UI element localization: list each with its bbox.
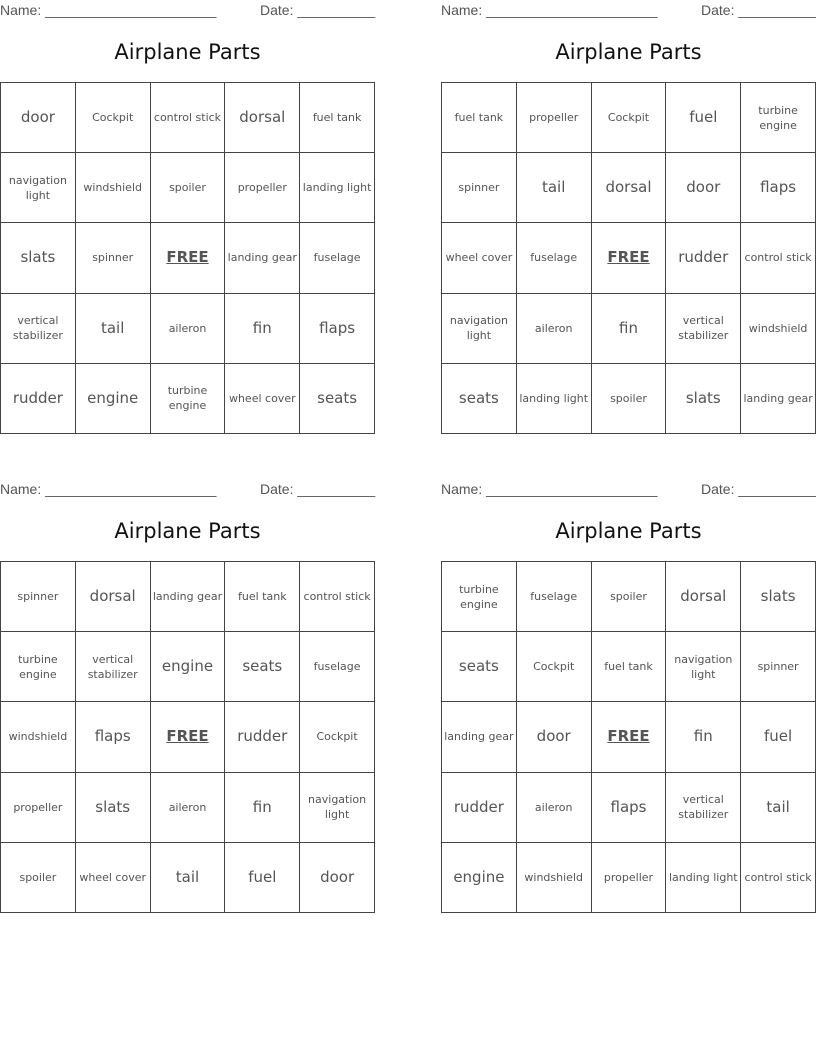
bingo-cell: spoiler [591, 363, 666, 433]
bingo-cell: wheel cover [225, 363, 300, 433]
bingo-cell: fin [225, 772, 300, 842]
grid-row [442, 83, 816, 153]
bingo-cell: navigation light [1, 153, 76, 223]
bingo-cell: seats [442, 632, 517, 702]
bingo-cell: landing light [666, 842, 741, 912]
bingo-cell: fuel [225, 842, 300, 912]
grid-row [442, 223, 816, 293]
bingo-cell: fin [666, 702, 741, 772]
bingo-cell: propeller [591, 842, 666, 912]
free-space: FREE [150, 223, 225, 293]
bingo-cell: rudder [1, 363, 76, 433]
bingo-cell: fuel tank [300, 83, 375, 153]
bingo-cell: spoiler [150, 153, 225, 223]
bingo-cell: windshield [1, 702, 76, 772]
bingo-cell: landing gear [442, 702, 517, 772]
bingo-cell: windshield [741, 293, 816, 363]
bingo-cell: slats [666, 363, 741, 433]
bingo-cell: turbine engine [741, 83, 816, 153]
grid-row [1, 153, 375, 223]
bingo-cell: propeller [516, 83, 591, 153]
bingo-cell: door [516, 702, 591, 772]
bingo-cell: spinner [442, 153, 517, 223]
bingo-cell: wheel cover [442, 223, 517, 293]
grid-row [1, 363, 375, 433]
grid-row [1, 772, 375, 842]
bingo-cell: turbine engine [1, 632, 76, 702]
bingo-cell: fuselage [516, 562, 591, 632]
bingo-cell: aileron [516, 772, 591, 842]
bingo-cell: fuel tank [225, 562, 300, 632]
grid-row [442, 772, 816, 842]
grid-row [442, 702, 816, 772]
name-line: Name: ______________________ [0, 481, 217, 497]
bingo-cell: dorsal [666, 562, 741, 632]
bingo-cell: fin [591, 293, 666, 363]
bingo-grid [441, 561, 816, 913]
free-space: FREE [150, 702, 225, 772]
bingo-cell: aileron [516, 293, 591, 363]
bingo-cell: rudder [666, 223, 741, 293]
bingo-cell: aileron [150, 293, 225, 363]
grid-row [442, 363, 816, 433]
card-title: Airplane Parts [555, 519, 702, 543]
bingo-cell: landing gear [741, 363, 816, 433]
bingo-card-1 [0, 0, 375, 430]
bingo-cell: fin [225, 293, 300, 363]
bingo-cell: propeller [1, 772, 76, 842]
bingo-cell: slats [741, 562, 816, 632]
bingo-cell: turbine engine [442, 562, 517, 632]
bingo-cell: fuselage [300, 223, 375, 293]
grid-row [442, 153, 816, 223]
name-line: Name: ______________________ [441, 481, 658, 497]
bingo-cell: fuel tank [442, 83, 517, 153]
name-date-line [441, 2, 816, 20]
bingo-cell: Cockpit [300, 702, 375, 772]
bingo-grid [0, 82, 375, 434]
bingo-cell: wheel cover [75, 842, 150, 912]
bingo-cell: spinner [741, 632, 816, 702]
card-title: Airplane Parts [555, 40, 702, 64]
bingo-cell: spoiler [1, 842, 76, 912]
grid-row [1, 842, 375, 912]
bingo-cell: Cockpit [75, 83, 150, 153]
bingo-cell: propeller [225, 153, 300, 223]
bingo-cell: spinner [1, 562, 76, 632]
bingo-cell: fuselage [516, 223, 591, 293]
bingo-cell: tail [150, 842, 225, 912]
bingo-cell: door [666, 153, 741, 223]
bingo-cell: door [1, 83, 76, 153]
grid-row [442, 293, 816, 363]
bingo-cell: turbine engine [150, 363, 225, 433]
bingo-cell: landing light [300, 153, 375, 223]
bingo-cell: dorsal [591, 153, 666, 223]
date-line: Date: __________ [701, 2, 816, 18]
bingo-cell: engine [442, 842, 517, 912]
bingo-cell: rudder [442, 772, 517, 842]
bingo-cell: fuel tank [591, 632, 666, 702]
bingo-cell: aileron [150, 772, 225, 842]
bingo-cell: slats [75, 772, 150, 842]
date-line: Date: __________ [260, 2, 376, 18]
bingo-cell: vertical stabilizer [666, 293, 741, 363]
bingo-cell: navigation light [442, 293, 517, 363]
bingo-cell: dorsal [75, 562, 150, 632]
grid-row [1, 293, 375, 363]
bingo-grid [0, 561, 375, 913]
grid-row [442, 842, 816, 912]
grid-row [1, 702, 375, 772]
name-date-line [0, 481, 375, 499]
bingo-cell: control stick [150, 83, 225, 153]
bingo-cell: landing light [516, 363, 591, 433]
bingo-cell: vertical stabilizer [1, 293, 76, 363]
bingo-cell: door [300, 842, 375, 912]
bingo-cell: flaps [300, 293, 375, 363]
bingo-card-2 [441, 0, 816, 430]
date-line: Date: __________ [701, 481, 816, 497]
bingo-cell: vertical stabilizer [666, 772, 741, 842]
bingo-cell: navigation light [300, 772, 375, 842]
grid-row [1, 223, 375, 293]
card-title: Airplane Parts [114, 519, 261, 543]
bingo-cell: flaps [75, 702, 150, 772]
free-space: FREE [591, 702, 666, 772]
bingo-cell: seats [442, 363, 517, 433]
bingo-cell: landing gear [150, 562, 225, 632]
bingo-cell: Cockpit [591, 83, 666, 153]
bingo-cell: spoiler [591, 562, 666, 632]
bingo-cell: control stick [741, 842, 816, 912]
name-date-line [0, 2, 375, 20]
bingo-cell: tail [516, 153, 591, 223]
bingo-cell: seats [225, 632, 300, 702]
bingo-grid [441, 82, 816, 434]
bingo-cell: dorsal [225, 83, 300, 153]
bingo-cell: seats [300, 363, 375, 433]
bingo-cell: rudder [225, 702, 300, 772]
grid-row [1, 632, 375, 702]
bingo-cell: fuselage [300, 632, 375, 702]
free-space: FREE [591, 223, 666, 293]
bingo-cell: vertical stabilizer [75, 632, 150, 702]
bingo-cell: flaps [591, 772, 666, 842]
bingo-cell: fuel [666, 83, 741, 153]
date-line: Date: __________ [260, 481, 376, 497]
bingo-cell: tail [75, 293, 150, 363]
name-date-line [441, 481, 816, 499]
name-line: Name: ______________________ [441, 2, 658, 18]
bingo-card-4 [441, 479, 816, 909]
bingo-card-3 [0, 479, 375, 909]
bingo-cell: Cockpit [516, 632, 591, 702]
bingo-cell: engine [150, 632, 225, 702]
bingo-cell: slats [1, 223, 76, 293]
card-title: Airplane Parts [114, 40, 261, 64]
grid-row [1, 83, 375, 153]
bingo-cell: control stick [741, 223, 816, 293]
grid-row [442, 562, 816, 632]
grid-row [442, 632, 816, 702]
bingo-cell: windshield [75, 153, 150, 223]
bingo-cell: fuel [741, 702, 816, 772]
bingo-cell: flaps [741, 153, 816, 223]
bingo-cell: control stick [300, 562, 375, 632]
bingo-cell: tail [741, 772, 816, 842]
bingo-cell: spinner [75, 223, 150, 293]
name-line: Name: ______________________ [0, 2, 217, 18]
bingo-cell: landing gear [225, 223, 300, 293]
grid-row [1, 562, 375, 632]
bingo-cell: engine [75, 363, 150, 433]
bingo-cell: windshield [516, 842, 591, 912]
bingo-cell: navigation light [666, 632, 741, 702]
